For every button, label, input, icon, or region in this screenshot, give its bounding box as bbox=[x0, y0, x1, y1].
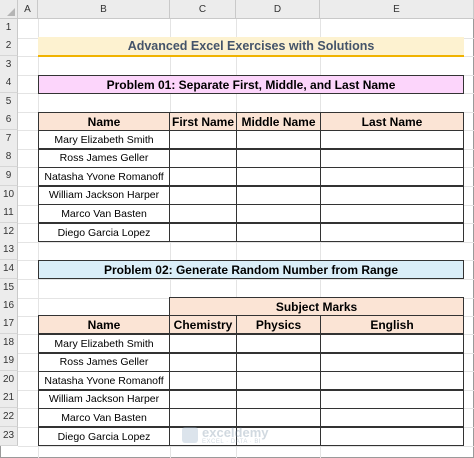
row-header-8[interactable]: 8 bbox=[0, 148, 18, 167]
p2-name-cell[interactable]: Ross James Geller bbox=[38, 353, 170, 372]
p2-empty-cell[interactable] bbox=[320, 408, 464, 427]
gridline bbox=[18, 242, 474, 243]
p1-empty-cell[interactable] bbox=[320, 167, 464, 186]
exceldemy-logo-icon bbox=[182, 427, 198, 443]
column-header-e[interactable]: E bbox=[320, 0, 474, 19]
p2-empty-cell[interactable] bbox=[236, 371, 321, 390]
row-header-23[interactable]: 23 bbox=[0, 427, 18, 446]
p1-empty-cell[interactable] bbox=[320, 204, 464, 223]
column-header-b[interactable]: B bbox=[38, 0, 170, 19]
p2-subject-marks-header[interactable]: Subject Marks bbox=[169, 297, 464, 316]
p2-empty-cell[interactable] bbox=[169, 353, 237, 372]
p2-name-cell[interactable]: Marco Van Basten bbox=[38, 408, 170, 427]
p1-empty-cell[interactable] bbox=[236, 130, 321, 149]
p2-empty-cell[interactable] bbox=[169, 334, 237, 353]
p1-name-cell[interactable]: William Jackson Harper bbox=[38, 186, 170, 205]
row-header-10[interactable]: 10 bbox=[0, 186, 18, 205]
p1-empty-cell[interactable] bbox=[169, 149, 237, 168]
row-header-7[interactable]: 7 bbox=[0, 130, 18, 149]
p1-empty-cell[interactable] bbox=[169, 204, 237, 223]
row-header-14[interactable]: 14 bbox=[0, 260, 18, 279]
row-header-16[interactable]: 16 bbox=[0, 297, 18, 316]
p2-name-cell[interactable]: Natasha Yvone Romanoff bbox=[38, 371, 170, 390]
p1-header-name[interactable]: Name bbox=[38, 112, 170, 131]
p2-name-cell[interactable]: Diego Garcia Lopez bbox=[38, 427, 170, 446]
p2-empty-cell[interactable] bbox=[320, 353, 464, 372]
watermark-tagline: EXCEL · DATA · BI bbox=[202, 439, 262, 445]
p2-empty-cell[interactable] bbox=[320, 334, 464, 353]
p1-empty-cell[interactable] bbox=[169, 223, 237, 242]
p1-empty-cell[interactable] bbox=[236, 186, 321, 205]
gridline bbox=[18, 279, 474, 280]
p2-empty-cell[interactable] bbox=[236, 334, 321, 353]
p1-empty-cell[interactable] bbox=[236, 167, 321, 186]
row-header-17[interactable]: 17 bbox=[0, 315, 18, 334]
select-all-icon bbox=[7, 8, 15, 16]
p1-empty-cell[interactable] bbox=[320, 130, 464, 149]
p2-empty-cell[interactable] bbox=[236, 390, 321, 409]
row-header-18[interactable]: 18 bbox=[0, 334, 18, 353]
p1-header-middle-name[interactable]: Middle Name bbox=[236, 112, 321, 131]
row-header-22[interactable]: 22 bbox=[0, 408, 18, 427]
row-header-3[interactable]: 3 bbox=[0, 56, 18, 75]
exceldemy-watermark bbox=[182, 425, 292, 447]
p1-empty-cell[interactable] bbox=[320, 186, 464, 205]
p2-header-chemistry[interactable]: Chemistry bbox=[169, 315, 237, 334]
row-header-11[interactable]: 11 bbox=[0, 204, 18, 223]
p1-empty-cell[interactable] bbox=[320, 223, 464, 242]
p1-name-cell[interactable]: Natasha Yvone Romanoff bbox=[38, 167, 170, 186]
p1-empty-cell[interactable] bbox=[236, 204, 321, 223]
page-title: Advanced Excel Exercises with Solutions bbox=[38, 37, 464, 57]
row-header-9[interactable]: 9 bbox=[0, 167, 18, 186]
problem2-heading: Problem 02: Generate Random Number from Range bbox=[38, 260, 464, 279]
p2-name-cell[interactable]: Mary Elizabeth Smith bbox=[38, 334, 170, 353]
p2-header-english[interactable]: English bbox=[320, 315, 464, 334]
problem1-heading: Problem 01: Separate First, Middle, and Last Name bbox=[38, 75, 464, 94]
p2-empty-cell[interactable] bbox=[320, 390, 464, 409]
row-header-20[interactable]: 20 bbox=[0, 371, 18, 390]
column-header-a[interactable]: A bbox=[18, 0, 38, 19]
row-header-19[interactable]: 19 bbox=[0, 352, 18, 371]
p1-name-cell[interactable]: Ross James Geller bbox=[38, 149, 170, 168]
p2-empty-cell[interactable] bbox=[169, 390, 237, 409]
p2-header-physics[interactable]: Physics bbox=[236, 315, 321, 334]
p1-empty-cell[interactable] bbox=[320, 149, 464, 168]
p2-empty-cell[interactable] bbox=[236, 353, 321, 372]
row-header-21[interactable]: 21 bbox=[0, 389, 18, 408]
p2-header-name[interactable]: Name bbox=[38, 315, 170, 334]
p1-header-last-name[interactable]: Last Name bbox=[320, 112, 464, 131]
p1-name-cell[interactable]: Diego Garcia Lopez bbox=[38, 223, 170, 242]
select-all-corner[interactable] bbox=[0, 0, 18, 19]
row-header-6[interactable]: 6 bbox=[0, 111, 18, 130]
row-header-5[interactable]: 5 bbox=[0, 93, 18, 112]
p2-empty-cell[interactable] bbox=[320, 371, 464, 390]
p1-empty-cell[interactable] bbox=[169, 186, 237, 205]
row-header-4[interactable]: 4 bbox=[0, 74, 18, 93]
row-header-1[interactable]: 1 bbox=[0, 19, 18, 38]
row-header-15[interactable]: 15 bbox=[0, 279, 18, 298]
row-header-12[interactable]: 12 bbox=[0, 223, 18, 242]
p1-header-first-name[interactable]: First Name bbox=[169, 112, 237, 131]
p2-empty-cell[interactable] bbox=[169, 371, 237, 390]
row-header-13[interactable]: 13 bbox=[0, 241, 18, 260]
watermark-brand: exceldemy bbox=[202, 425, 269, 440]
column-header-d[interactable]: D bbox=[236, 0, 320, 19]
p1-empty-cell[interactable] bbox=[236, 149, 321, 168]
p1-name-cell[interactable]: Marco Van Basten bbox=[38, 204, 170, 223]
p1-name-cell[interactable]: Mary Elizabeth Smith bbox=[38, 130, 170, 149]
row-header-2[interactable]: 2 bbox=[0, 37, 18, 56]
p2-empty-cell[interactable] bbox=[320, 427, 464, 446]
column-header-c[interactable]: C bbox=[170, 0, 236, 19]
p1-empty-cell[interactable] bbox=[236, 223, 321, 242]
p1-empty-cell[interactable] bbox=[169, 130, 237, 149]
p1-empty-cell[interactable] bbox=[169, 167, 237, 186]
p2-name-cell[interactable]: William Jackson Harper bbox=[38, 390, 170, 409]
